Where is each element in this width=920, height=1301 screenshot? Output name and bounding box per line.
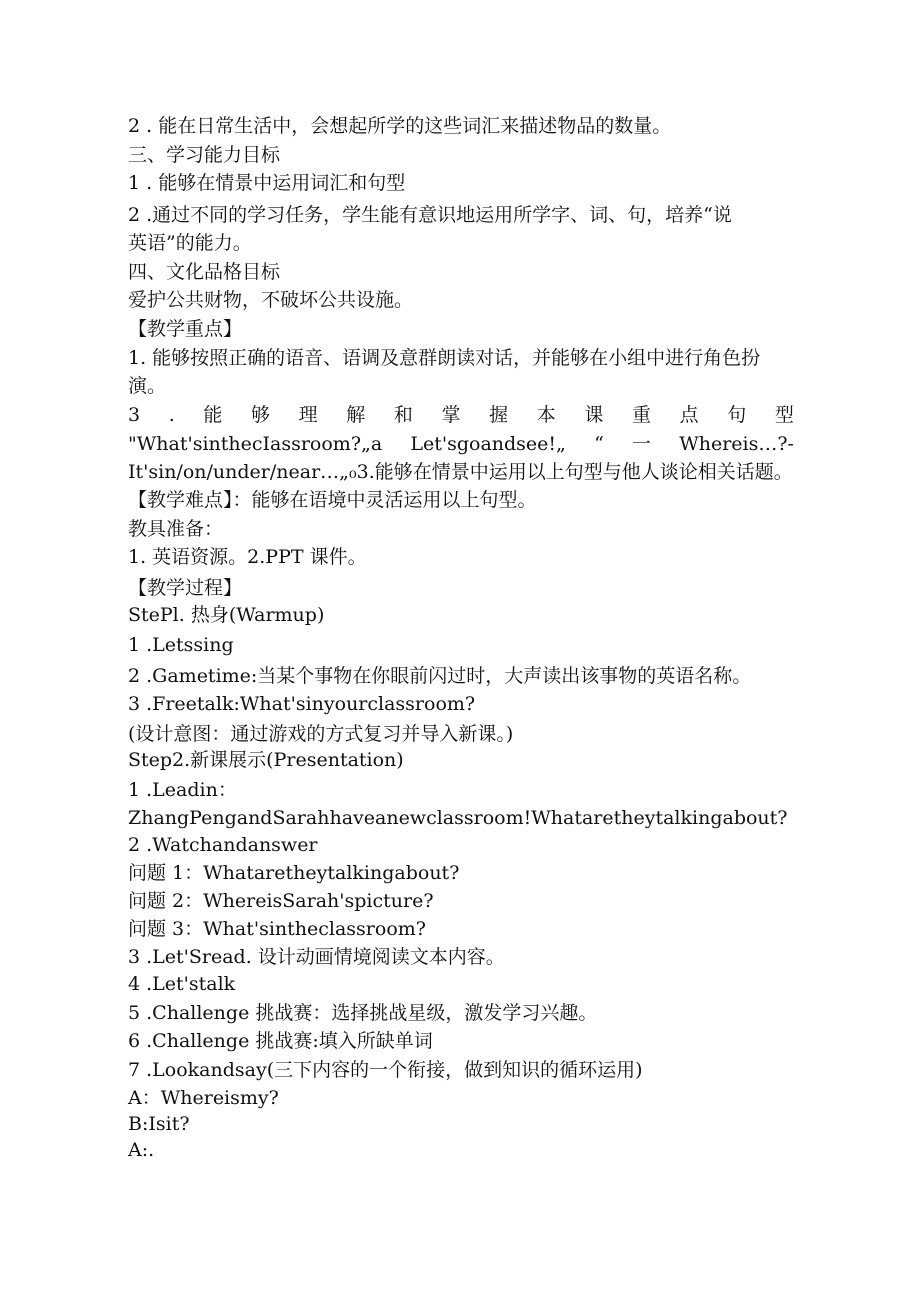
text-line: 2 . 能在日常生活中，会想起所学的这些词汇来描述物品的数量。	[128, 115, 672, 137]
spread-segment: 一	[632, 433, 652, 455]
text-line: (设计意图：通过游戏的方式复习并导入新课。)	[128, 723, 514, 745]
spaced-char: 课	[584, 404, 604, 426]
text-line: StePl. 热身(Warmup)	[128, 604, 325, 626]
section-heading: 四、文化品格目标	[128, 261, 281, 283]
text-line: ZhangPengandSarahhaveanewclassroom!Whataretheytalkingabout?	[128, 807, 788, 829]
section-heading: 【教学难点】：能够在语境中灵活运用以上句型。	[128, 489, 537, 511]
spaced-char: 本	[536, 404, 556, 426]
text-line: A:.	[128, 1139, 155, 1161]
text-line: 2 .Gametime:当某个事物在你眼前闪过时，大声读出该事物的英语名称。	[128, 665, 752, 687]
text-line: 5 .Challenge 挑战赛：选择挑战星级，激发学习兴趣。	[128, 1002, 598, 1024]
spaced-char: .	[168, 404, 175, 426]
text-line: 3 .Let'Sread. 设计动画情境阅读文本内容。	[128, 946, 505, 968]
text-line: 1. 英语资源。2.PPT 课件。	[128, 546, 367, 568]
section-heading: 【教学重点】	[128, 318, 243, 340]
spaced-char: 解	[346, 404, 366, 426]
section-heading: 【教学过程】	[128, 577, 243, 599]
spaced-char: 句	[727, 404, 747, 426]
spread-segment: Let'sgoandsee!„	[410, 433, 566, 455]
text-line: 4 .Let'stalk	[128, 973, 236, 995]
spaced-char: 能	[203, 404, 223, 426]
spaced-char: 理	[298, 404, 318, 426]
spaced-line	[128, 403, 794, 427]
text-line: 1 . 能够在情景中运用词汇和句型	[128, 172, 406, 194]
spread-line	[128, 432, 794, 456]
spaced-char: 3	[128, 404, 141, 426]
spaced-char: 握	[489, 404, 509, 426]
text-line: B:Isit?	[128, 1113, 190, 1135]
text-line: 爱护公共财物，不破坏公共设施。	[128, 289, 414, 311]
text-line: 3 .Freetalk:What'sinyourclassroom?	[128, 693, 476, 715]
section-heading: Step2.新课展示(Presentation)	[128, 749, 404, 771]
spaced-char: 够	[250, 404, 270, 426]
text-line: 问题 3：What'sintheclassroom?	[128, 918, 426, 940]
text-line: 1 .Leadin：	[128, 779, 237, 801]
spread-segment: Whereis…?-	[679, 433, 794, 455]
text-line: 教具准备：	[128, 518, 224, 540]
spread-segment: “	[594, 433, 604, 455]
text-line: A：Whereismy?	[128, 1087, 279, 1109]
text-line: 问题 1：Whataretheytalkingabout?	[128, 862, 460, 884]
spaced-char: 型	[774, 404, 794, 426]
spaced-char: 重	[631, 404, 651, 426]
text-line: It'sin/on/under/near…„₀3.能够在情景中运用以上句型与他人谈论相关话题。	[128, 461, 793, 483]
section-heading: 三、学习能力目标	[128, 144, 281, 166]
spaced-char: 和	[393, 404, 413, 426]
text-line: 演。	[128, 375, 167, 397]
spread-segment: "What'sinthecIassroom?„a	[128, 433, 383, 455]
text-line: 6 .Challenge 挑战赛:填入所缺单词	[128, 1030, 433, 1052]
text-line: 1 .Letssing	[128, 634, 234, 656]
spaced-char: 掌	[441, 404, 461, 426]
text-line: 2 .Watchandanswer	[128, 834, 318, 856]
text-line: 1. 能够按照正确的语音、语调及意群朗读对话，并能够在小组中进行角色扮	[128, 347, 761, 369]
text-line: 问题 2：WhereisSarah'spicture?	[128, 890, 434, 912]
text-line: 英语”的能力。	[128, 232, 252, 254]
text-line: 2 .通过不同的学习任务，学生能有意识地运用所学字、词、句，培养“说	[128, 204, 732, 226]
spaced-char: 点	[679, 404, 699, 426]
text-line: 7 .Lookandsay(三下内容的一个衔接，做到知识的循环运用)	[128, 1059, 643, 1081]
